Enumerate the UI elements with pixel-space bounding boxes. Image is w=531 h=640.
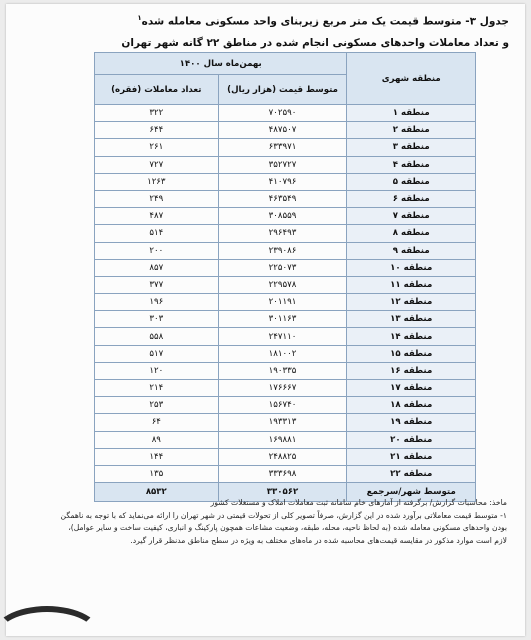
region-cell: منطقه ۱ [347, 105, 476, 122]
count-cell: ۵۵۸ [95, 328, 219, 345]
region-cell: منطقه ۹ [347, 242, 476, 259]
price-cell: ۶۳۳۹۷۱ [218, 139, 347, 156]
table-row [95, 465, 476, 482]
logo-arc-decoration [0, 606, 102, 640]
count-cell: ۲۶۱ [95, 139, 219, 156]
total-region-cell: متوسط شهر/سرجمع [347, 483, 476, 502]
region-cell: منطقه ۱۵ [347, 345, 476, 362]
table-row [95, 328, 476, 345]
table-row [95, 362, 476, 379]
region-cell: منطقه ۱۷ [347, 380, 476, 397]
count-cell: ۶۴۴ [95, 122, 219, 139]
count-cell: ۱۲۶۳ [95, 173, 219, 190]
count-cell: ۱۳۵ [95, 465, 219, 482]
total-count-cell: ۸۵۳۲ [95, 483, 219, 502]
price-table [94, 52, 476, 502]
footnote-line-3: لازم است موارد مذکور در مقایسه قیمت‌های محاسبه شده در ماه‌های مختلف به ویژه در سطح مناطق مدنظر قرار گیرد. [130, 535, 507, 545]
footnote-mark: ۱ [137, 14, 142, 22]
region-cell: منطقه ۱۰ [347, 259, 476, 276]
region-cell: منطقه ۱۶ [347, 362, 476, 379]
count-cell: ۳۲۲ [95, 105, 219, 122]
table-row [95, 397, 476, 414]
price-cell: ۱۷۶۶۶۷ [218, 380, 347, 397]
region-cell: منطقه ۲۲ [347, 465, 476, 482]
total-price-cell: ۳۳۰۵۶۲ [218, 483, 347, 502]
region-cell: منطقه ۷ [347, 208, 476, 225]
header-region: منطقه شهری [347, 53, 476, 105]
price-cell: ۱۹۳۳۱۳ [218, 414, 347, 431]
table-row [95, 105, 476, 122]
footnote-line-2: بودن واحدهای مسکونی معامله شده (به لحاظ ناحیه، محله، طبقه، وضعیت مشاعات همچون پارکینگ و انباری، کیفیت ساخت و سایر عوامل)، [68, 523, 507, 533]
header-price: متوسط قیمت (هزار ریال) [218, 75, 347, 105]
price-cell: ۴۸۷۵۰۷ [218, 122, 347, 139]
price-cell: ۲۴۷۱۱۰ [218, 328, 347, 345]
table-row [95, 311, 476, 328]
source-note: ماخذ: محاسبات گزارش/ برگرفته از آمارهای خام سامانه ثبت معاملات املاک و مستغلات کشور [210, 498, 507, 507]
table-row [95, 448, 476, 465]
price-cell: ۳۰۸۵۵۹ [218, 208, 347, 225]
region-cell: منطقه ۱۲ [347, 294, 476, 311]
table-row [95, 122, 476, 139]
price-cell: ۷۰۲۵۹۰ [218, 105, 347, 122]
count-cell: ۴۸۷ [95, 208, 219, 225]
footnote-line-1: ۱- متوسط قیمت معاملاتی برآورد شده در این گزارش، صرفاً تصویر کلی از تحولات قیمتی در شهر تهران را ارائه می‌نماید که با توجه به ناهمگن [60, 510, 507, 520]
table-row [95, 139, 476, 156]
table-title-text: جدول ۳- متوسط قیمت یک متر مربع زیربنای واحد مسکونی معامله شده [141, 15, 509, 28]
table-row [95, 345, 476, 362]
count-cell: ۳۷۷ [95, 276, 219, 293]
header-period: بهمن‌ماه سال ۱۴۰۰ [95, 53, 347, 75]
region-cell: منطقه ۲ [347, 122, 476, 139]
region-cell: منطقه ۸ [347, 225, 476, 242]
price-cell: ۳۳۳۶۹۸ [218, 465, 347, 482]
price-cell: ۱۵۶۷۴۰ [218, 397, 347, 414]
table-row [95, 225, 476, 242]
document-page [6, 4, 525, 636]
price-cell: ۲۴۸۸۲۵ [218, 448, 347, 465]
price-cell: ۲۲۹۵۷۸ [218, 276, 347, 293]
region-cell: منطقه ۱۴ [347, 328, 476, 345]
table-subtitle: و تعداد معاملات واحدهای مسکونی انجام شده در مناطق ۲۲ گانه شهر تهران [121, 37, 509, 49]
price-cell: ۲۲۵۰۷۳ [218, 259, 347, 276]
table-row [95, 208, 476, 225]
count-cell: ۲۴۹ [95, 190, 219, 207]
count-cell: ۲۰۰ [95, 242, 219, 259]
count-cell: ۸۹ [95, 431, 219, 448]
count-cell: ۸۵۷ [95, 259, 219, 276]
count-cell: ۷۲۷ [95, 156, 219, 173]
price-cell: ۲۹۶۴۹۳ [218, 225, 347, 242]
region-cell: منطقه ۴ [347, 156, 476, 173]
region-cell: منطقه ۵ [347, 173, 476, 190]
count-cell: ۲۱۴ [95, 380, 219, 397]
price-cell: ۲۳۹۰۸۶ [218, 242, 347, 259]
price-cell: ۳۵۲۷۲۷ [218, 156, 347, 173]
price-cell: ۱۸۱۰۰۲ [218, 345, 347, 362]
count-cell: ۶۴ [95, 414, 219, 431]
price-cell: ۴۱۰۷۹۶ [218, 173, 347, 190]
table-row [95, 380, 476, 397]
region-cell: منطقه ۱۹ [347, 414, 476, 431]
price-cell: ۲۰۱۱۹۱ [218, 294, 347, 311]
count-cell: ۱۲۰ [95, 362, 219, 379]
table-row [95, 259, 476, 276]
table-body [95, 105, 476, 502]
header-count: تعداد معاملات (فقره) [95, 75, 219, 105]
region-cell: منطقه ۳ [347, 139, 476, 156]
table-row [95, 431, 476, 448]
table-row [95, 294, 476, 311]
price-cell: ۱۶۹۸۸۱ [218, 431, 347, 448]
count-cell: ۱۴۴ [95, 448, 219, 465]
price-cell: ۴۶۳۵۴۹ [218, 190, 347, 207]
price-cell: ۱۹۰۳۳۵ [218, 362, 347, 379]
price-cell: ۳۰۱۱۶۳ [218, 311, 347, 328]
table-row [95, 173, 476, 190]
table-row [95, 276, 476, 293]
region-cell: منطقه ۱۸ [347, 397, 476, 414]
region-cell: منطقه ۲۱ [347, 448, 476, 465]
region-cell: منطقه ۲۰ [347, 431, 476, 448]
table-row [95, 190, 476, 207]
table-row [95, 242, 476, 259]
table-row [95, 414, 476, 431]
count-cell: ۵۱۷ [95, 345, 219, 362]
count-cell: ۲۵۳ [95, 397, 219, 414]
count-cell: ۳۰۳ [95, 311, 219, 328]
table-title [22, 14, 509, 28]
region-cell: منطقه ۶ [347, 190, 476, 207]
count-cell: ۱۹۶ [95, 294, 219, 311]
table-row [95, 156, 476, 173]
region-cell: منطقه ۱۳ [347, 311, 476, 328]
count-cell: ۵۱۴ [95, 225, 219, 242]
notes-section [24, 497, 507, 547]
region-cell: منطقه ۱۱ [347, 276, 476, 293]
